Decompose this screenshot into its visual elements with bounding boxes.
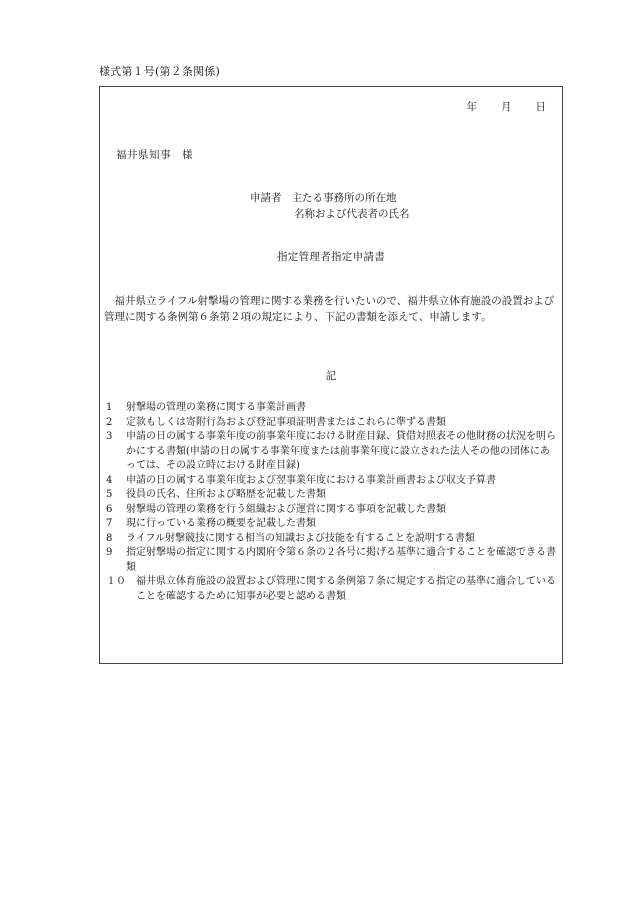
list-item: [106, 575, 556, 604]
date-day: 日: [535, 101, 546, 113]
list-item: [106, 546, 556, 575]
item-number: 4: [106, 474, 113, 486]
item-number: 9: [106, 547, 113, 558]
list-item: [106, 401, 556, 416]
applicant-name-label: 名称および代表者の氏名: [294, 208, 410, 221]
item-number: 6: [106, 503, 113, 515]
date-line: [467, 100, 547, 115]
item-number: 2: [106, 416, 113, 428]
list-item: [106, 416, 556, 431]
date-year: 年: [466, 101, 477, 113]
item-number: 3: [106, 431, 113, 442]
item-text: 申請の日の属する事業年度および翌事業年度における事業計画書および収支予算書: [126, 474, 496, 486]
item-text: ライフル射撃競技に関する相当の知識および技能を有することを説明する書類: [126, 532, 475, 544]
date-month: 月: [501, 101, 512, 113]
applicant-address-label: 主たる事務所の所在地: [291, 192, 397, 204]
applicant-block: [250, 191, 410, 222]
list-item: [106, 517, 556, 532]
item-text: 申請の日の属する事業年度の前事業年度における財産目録、貸借対照表その他財務の状況を明らかにする書類(申請の日の属する事業年度または前事業年度に設立された法人その他の団体にあっては、その設立時における財産目録): [126, 431, 556, 471]
list-item: [106, 503, 556, 518]
list-item: [106, 474, 556, 489]
item-number: 7: [106, 518, 113, 529]
list-item: [106, 430, 556, 474]
application-form-frame: [99, 86, 563, 664]
document-title: 指定管理者指定申請書: [277, 251, 385, 263]
item-text: 射撃場の管理の業務を行う組織および運営に関する事項を記載した書類: [126, 503, 446, 515]
list-item: [106, 532, 556, 547]
item-text: 役員の氏名、住所および略歴を記載した書類: [126, 489, 326, 500]
attached-documents-list: [106, 401, 556, 604]
item-text: 福井県立体育施設の設置および管理に関する条例第７条に規定する指定の基準に適合していることを確認するために知事が必要と認める書類: [136, 576, 556, 602]
item-number: 5: [106, 489, 113, 500]
item-text: 定款もしくは寄附行為および登記事項証明書またはこれらに準ずる書類: [126, 416, 446, 428]
item-number: １０: [106, 576, 126, 587]
item-number: 1: [106, 402, 113, 413]
item-number: 8: [106, 532, 113, 544]
applicant-label: 申請者: [250, 192, 282, 204]
application-body-text: 福井県立ライフル射撃場の管理に関する業務を行いたいので、福井県立体育施設の設置および管理に関する条例第６条第２項の規定により、下記の書類を添えて、申請します。: [104, 295, 555, 324]
item-text: 現に行っている業務の概要を記載した書類: [126, 518, 316, 529]
addressee: 福井県知事 様: [116, 149, 193, 161]
list-item: [106, 488, 556, 503]
item-text: 射撃場の管理の業務に関する事業計画書: [126, 402, 306, 413]
ki-heading: 記: [325, 370, 337, 382]
form-number-label: 様式第１号(第２条関係): [99, 65, 220, 78]
item-text: 指定射撃場の指定に関する内閣府令第６条の２各号に掲げる基準に適合することを確認できる書類: [126, 547, 556, 573]
